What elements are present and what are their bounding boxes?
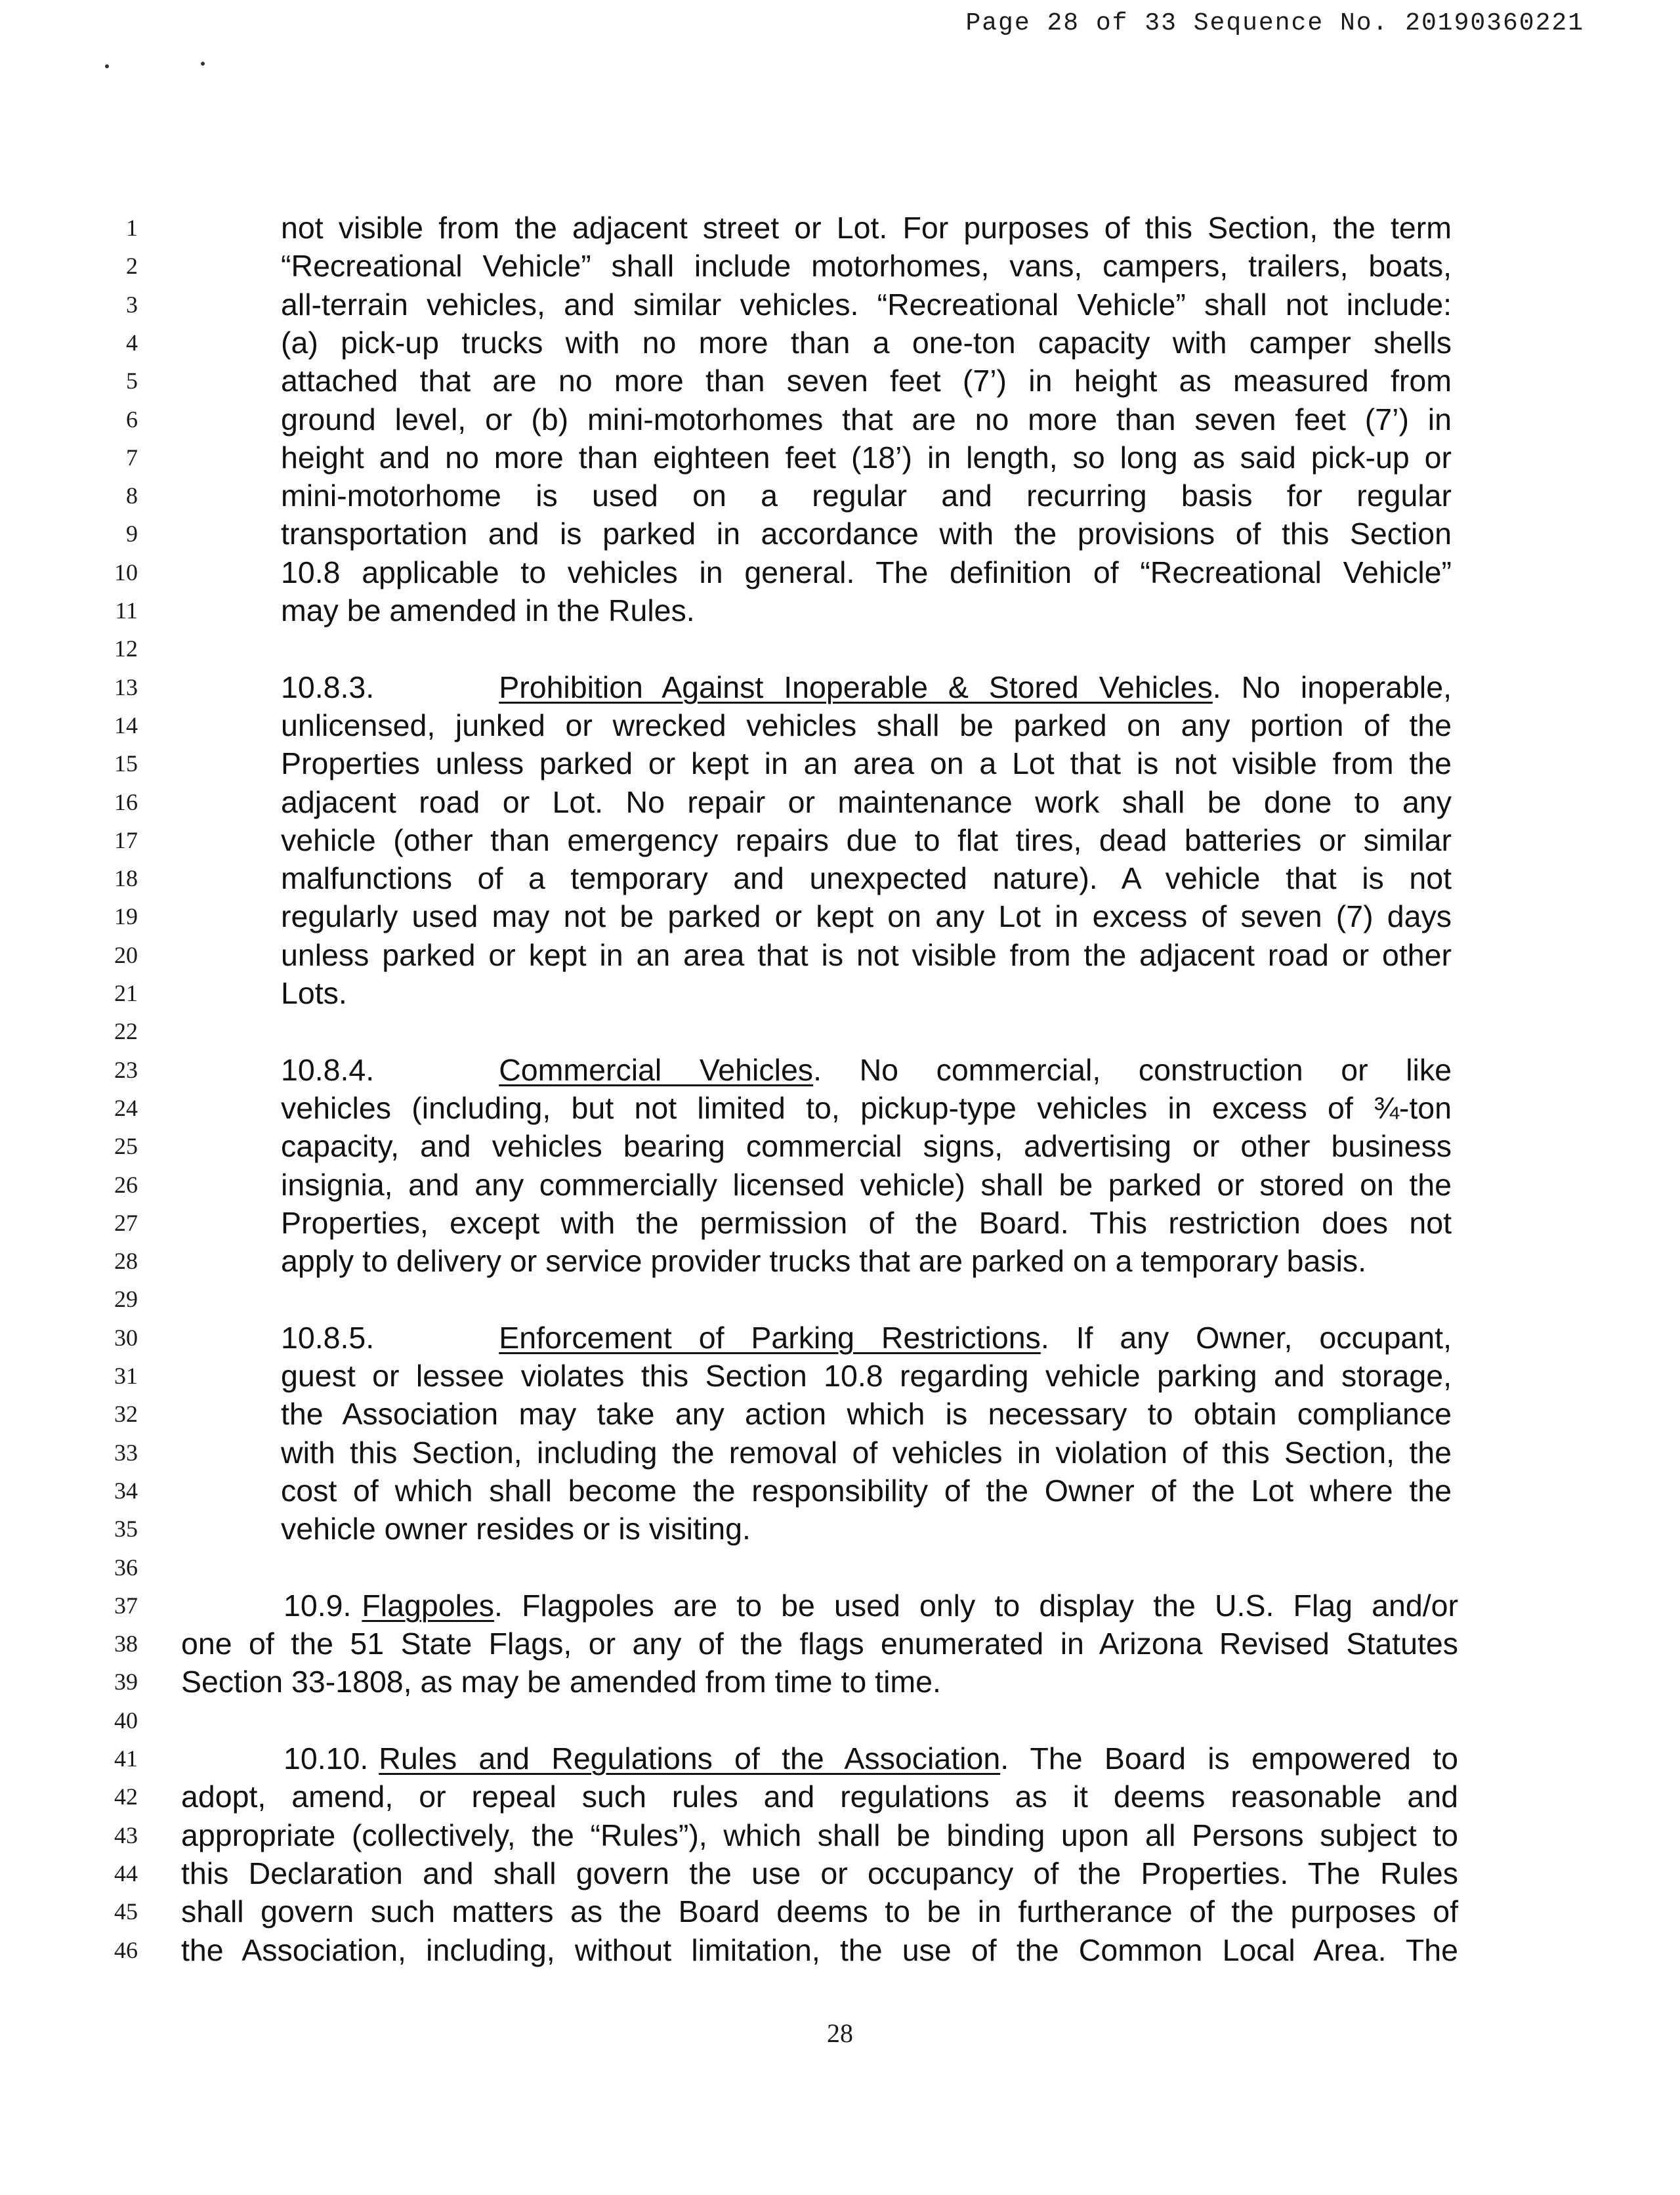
document-line: [0, 515, 1680, 553]
section-heading-line: [281, 668, 1452, 706]
body-text-line: this Declaration and shall govern the use or occupancy of the Properties. The Rules: [181, 1856, 1458, 1890]
line-number: 31: [114, 1363, 138, 1389]
document-line: [0, 1319, 1680, 1357]
document-line: [0, 1587, 1680, 1625]
line-number: 5: [126, 368, 138, 394]
line-number: 46: [114, 1937, 138, 1963]
document-line: [0, 1625, 1680, 1663]
document-line: [0, 1931, 1680, 1969]
line-number: 23: [114, 1057, 138, 1083]
line-number: 44: [114, 1860, 138, 1886]
section-text: . Flagpoles are to be used only to display the U.S. Flag and/or: [494, 1588, 1458, 1623]
line-number: 2: [126, 253, 138, 279]
document-line: [0, 1280, 1680, 1318]
document-line: [0, 974, 1680, 1012]
document-line: [0, 1242, 1680, 1280]
line-number: 32: [114, 1401, 138, 1427]
section-heading: Flagpoles: [362, 1588, 495, 1623]
section-heading-line: [281, 1319, 1452, 1357]
document-line: [0, 1854, 1680, 1892]
line-number: 39: [114, 1669, 138, 1695]
scan-speck: [105, 64, 109, 68]
scan-speck: [201, 62, 205, 66]
line-number: 42: [114, 1783, 138, 1810]
body-text-line: shall govern such matters as the Board deems to be in furtherance of the purposes of: [181, 1894, 1458, 1929]
document-line: [0, 1892, 1680, 1930]
body-text-line: may be amended in the Rules.: [281, 593, 695, 628]
document-line: [0, 1395, 1680, 1433]
line-number: 18: [114, 865, 138, 891]
section-number: 10.9.: [284, 1588, 352, 1623]
document-line: [0, 209, 1680, 247]
body-text-line: unlicensed, junked or wrecked vehicles shall be parked on any portion of the: [281, 708, 1452, 742]
body-text-line: Properties, except with the permission of the Board. This restriction does not: [281, 1206, 1452, 1240]
section-number: 10.8.4.: [281, 1053, 375, 1087]
line-number: 16: [114, 789, 138, 815]
line-number: 41: [114, 1745, 138, 1772]
line-number: 35: [114, 1516, 138, 1542]
body-text-line: cost of which shall become the responsibility of the Owner of the Lot where the: [281, 1474, 1452, 1508]
document-line: [0, 629, 1680, 668]
document-line: [0, 591, 1680, 629]
line-number: 10: [114, 559, 138, 586]
line-number: 8: [126, 482, 138, 509]
line-number: 12: [114, 635, 138, 662]
line-number: 28: [114, 1248, 138, 1274]
document-line: [0, 744, 1680, 782]
document-line: [0, 859, 1680, 897]
document-line: [0, 1701, 1680, 1739]
document-line: [0, 438, 1680, 477]
body-text-line: apply to delivery or service provider trucks that are parked on a temporary basis.: [281, 1244, 1367, 1278]
document-line: [0, 553, 1680, 591]
body-text-line: attached that are no more than seven feet (7’) in height as measured from: [281, 364, 1452, 398]
section-text: . No inoperable,: [1212, 670, 1452, 704]
line-number: 11: [115, 597, 138, 624]
body-text-line: adopt, amend, or repeal such rules and regulations as it deems reasonable and: [181, 1779, 1458, 1814]
page-header: Page 28 of 33 Sequence No. 20190360221: [965, 9, 1584, 37]
section-heading: Commercial Vehicles: [499, 1053, 814, 1087]
section-heading-line: [281, 1051, 1452, 1089]
line-number: 6: [126, 406, 138, 433]
section-number: 10.10.: [284, 1741, 369, 1776]
body-text-line: guest or lessee violates this Section 10.8 regarding vehicle parking and storage,: [281, 1359, 1452, 1393]
document-line: [0, 1166, 1680, 1204]
line-number: 1: [126, 215, 138, 241]
document-line: [0, 1816, 1680, 1854]
document-line: [0, 1739, 1680, 1778]
line-number: 13: [114, 674, 138, 700]
document-line: [0, 324, 1680, 362]
section-heading: Enforcement of Parking Restrictions: [499, 1321, 1041, 1355]
line-number: 29: [114, 1286, 138, 1312]
body-text-line: appropriate (collectively, the “Rules”), which shall be binding upon all Persons subject to: [181, 1818, 1458, 1852]
section-heading: Rules and Regulations of the Association: [379, 1741, 1001, 1776]
line-number: 34: [114, 1478, 138, 1504]
body-text-line: with this Section, including the removal of vehicles in violation of this Section, the: [281, 1436, 1452, 1470]
body-text-line: “Recreational Vehicle” shall include motorhomes, vans, campers, trailers, boats,: [281, 249, 1452, 283]
document-line: [0, 1663, 1680, 1701]
body-text-line: insignia, and any commercially licensed vehicle) shall be parked or stored on the: [281, 1168, 1452, 1202]
body-text-line: mini-motorhome is used on a regular and recurring basis for regular: [281, 479, 1452, 513]
section-text: . If any Owner, occupant,: [1040, 1321, 1452, 1355]
line-number: 27: [114, 1210, 138, 1236]
document-line: [0, 1778, 1680, 1816]
line-number: 4: [126, 330, 138, 356]
section-heading-line: [181, 1587, 1458, 1625]
body-text-line: capacity, and vehicles bearing commercial signs, advertising or other business: [281, 1129, 1452, 1163]
line-number: 20: [114, 942, 138, 968]
body-text-line: Section 33-1808, as may be amended from time to time.: [181, 1665, 941, 1699]
line-number: 22: [114, 1018, 138, 1044]
section-text: . No commercial, construction or like: [813, 1053, 1452, 1087]
section-heading: Prohibition Against Inoperable & Stored Vehicles: [499, 670, 1213, 704]
line-number: 15: [114, 750, 138, 777]
section-heading-line: [181, 1739, 1458, 1778]
section-text: . The Board is empowered to: [1000, 1741, 1458, 1776]
document-line: [0, 1548, 1680, 1587]
document-line: [0, 1089, 1680, 1127]
document-line: [0, 821, 1680, 859]
body-text-line: all-terrain vehicles, and similar vehicles. “Recreational Vehicle” shall not include:: [281, 288, 1452, 322]
body-text-line: adjacent road or Lot. No repair or maintenance work shall be done to any: [281, 785, 1452, 819]
line-number: 19: [114, 903, 138, 929]
body-text-line: (a) pick-up trucks with no more than a one-ton capacity with camper shells: [281, 326, 1452, 360]
document-line: [0, 1051, 1680, 1089]
body-text-line: 10.8 applicable to vehicles in general. The definition of “Recreational Vehicle”: [281, 555, 1452, 589]
line-number: 37: [114, 1592, 138, 1619]
line-number: 30: [114, 1325, 138, 1351]
body-text-line: ground level, or (b) mini-motorhomes that are no more than seven feet (7’) in: [281, 402, 1452, 437]
document-line: [0, 706, 1680, 744]
document-line: [0, 1357, 1680, 1395]
line-number: 14: [114, 712, 138, 738]
document-line: [0, 1127, 1680, 1165]
document-line: [0, 1204, 1680, 1242]
line-number: 43: [114, 1822, 138, 1848]
document-line: [0, 1434, 1680, 1472]
body-text-line: transportation and is parked in accordance with the provisions of this Section: [281, 517, 1452, 551]
document-line: [0, 783, 1680, 821]
body-text-line: vehicle owner resides or is visiting.: [281, 1512, 751, 1546]
line-number: 40: [114, 1707, 138, 1734]
line-number: 36: [114, 1554, 138, 1581]
body-text-line: regularly used may not be parked or kept on any Lot in excess of seven (7) days: [281, 899, 1452, 933]
line-number: 38: [114, 1630, 138, 1657]
body-text-line: the Association, including, without limitation, the use of the Common Local Area. The: [181, 1933, 1458, 1967]
body-text-line: vehicles (including, but not limited to, pickup-type vehicles in excess of ¾-ton: [281, 1091, 1452, 1125]
line-number: 25: [114, 1133, 138, 1159]
document-line: [0, 1472, 1680, 1510]
line-number: 9: [126, 521, 138, 547]
document-line: [0, 362, 1680, 400]
body-text-line: vehicle (other than emergency repairs due to flat tires, dead batteries or similar: [281, 823, 1452, 857]
document-line: [0, 1012, 1680, 1050]
document-line: [0, 477, 1680, 515]
line-number: 17: [114, 827, 138, 853]
body-text-line: Properties unless parked or kept in an area on a Lot that is not visible from the: [281, 746, 1452, 780]
line-number: 26: [114, 1172, 138, 1198]
document-line: [0, 400, 1680, 438]
section-number: 10.8.3.: [281, 670, 375, 704]
body-text-line: one of the 51 State Flags, or any of the flags enumerated in Arizona Revised Statutes: [181, 1627, 1458, 1661]
section-number: 10.8.5.: [281, 1321, 375, 1355]
line-number: 45: [114, 1898, 138, 1925]
line-number: 21: [114, 980, 138, 1006]
body-text-line: height and no more than eighteen feet (18’) in length, so long as said pick-up or: [281, 440, 1452, 475]
line-number: 33: [114, 1439, 138, 1466]
document-line: [0, 1510, 1680, 1548]
document-line: [0, 668, 1680, 706]
document-line: [0, 897, 1680, 935]
document-line: [0, 286, 1680, 324]
document-line: [0, 247, 1680, 285]
page-number: 28: [827, 2018, 853, 2048]
line-number: 24: [114, 1095, 138, 1121]
body-text-line: Lots.: [281, 976, 347, 1010]
body-text-line: not visible from the adjacent street or Lot. For purposes of this Section, the term: [281, 211, 1452, 245]
line-number: 3: [126, 291, 138, 318]
line-number: 7: [126, 444, 138, 471]
body-text-line: the Association may take any action which is necessary to obtain compliance: [281, 1397, 1452, 1431]
document-line: [0, 936, 1680, 974]
body-text-line: malfunctions of a temporary and unexpected nature). A vehicle that is not: [281, 861, 1452, 895]
body-text-line: unless parked or kept in an area that is not visible from the adjacent road or other: [281, 938, 1452, 972]
